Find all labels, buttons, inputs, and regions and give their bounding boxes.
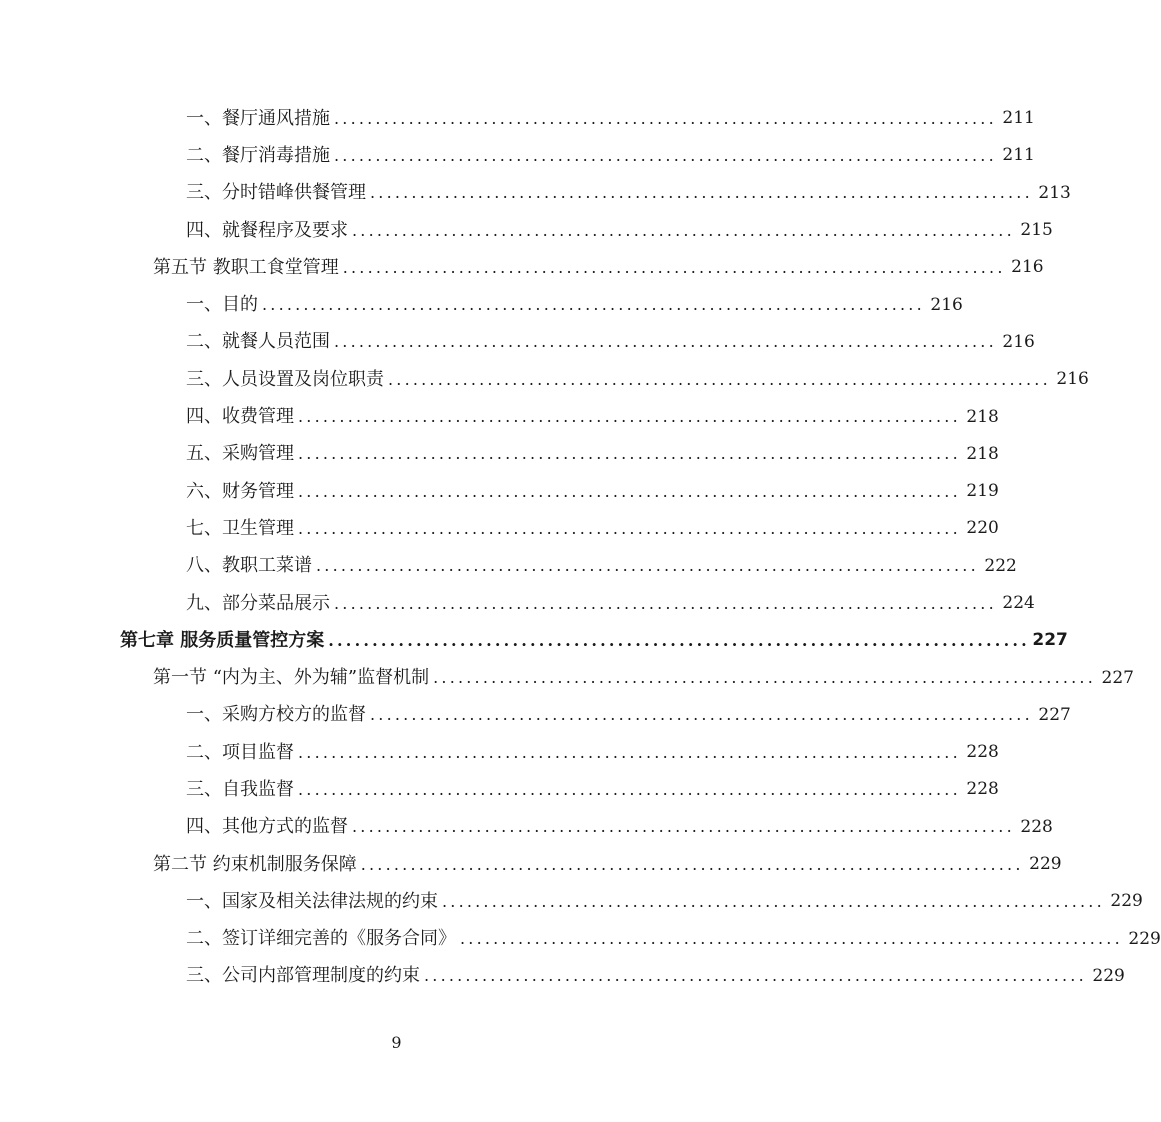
toc-entry-section[interactable] — [0, 846, 1062, 883]
dot-leader: ................................................................................ — [370, 183, 1033, 203]
dot-leader: ................................................................................ — [334, 332, 997, 352]
toc-entry-page-number: 218 — [966, 406, 999, 427]
dot-leader: ................................................................................ — [388, 369, 1051, 389]
dot-leader: ................................................................................ — [334, 593, 997, 613]
toc-entry-item[interactable] — [0, 361, 1089, 398]
toc-entry-title: 三、人员设置及岗位职责 — [186, 368, 384, 390]
toc-entry-title: 四、收费管理 — [186, 406, 294, 428]
dot-leader: ................................................................................ — [298, 779, 961, 799]
toc-entry-item[interactable] — [0, 548, 1017, 585]
toc-entry-page-number: 211 — [1002, 145, 1035, 166]
toc-entry-item[interactable] — [0, 473, 999, 510]
dot-leader: ................................................................................ — [298, 481, 961, 501]
toc-entry-item[interactable] — [0, 175, 1071, 212]
toc-entry-page-number: 216 — [1056, 369, 1089, 390]
dot-leader: ................................................................................ — [298, 742, 961, 762]
toc-entry-section[interactable] — [0, 659, 1134, 696]
dot-leader: ................................................................................ — [298, 407, 961, 427]
toc-entry-title: 第七章 服务质量管控方案 — [120, 629, 325, 651]
dot-leader: ................................................................................ — [316, 556, 979, 576]
toc-entry-page-number: 211 — [1002, 108, 1035, 129]
toc-entry-item[interactable] — [0, 436, 999, 473]
toc-entry-item[interactable] — [0, 324, 1035, 361]
toc-entry-title: 一、国家及相关法律法规的约束 — [186, 890, 438, 912]
dot-leader: ................................................................................ — [334, 145, 997, 165]
toc-entry-item[interactable] — [0, 212, 1053, 249]
dot-leader: ................................................................................ — [298, 518, 961, 538]
dot-leader: ................................................................................ — [424, 966, 1087, 986]
dot-leader: ................................................................................ — [328, 630, 1030, 650]
dot-leader: ................................................................................ — [352, 817, 1015, 837]
toc-entry-page-number: 227 — [1038, 704, 1071, 725]
toc-entry-title: 一、采购方校方的监督 — [186, 704, 366, 726]
toc-entry-item[interactable] — [0, 137, 1035, 174]
toc-entry-page-number: 227 — [1032, 630, 1068, 651]
toc-entry-title: 六、财务管理 — [186, 480, 294, 502]
toc-entry-item[interactable] — [0, 585, 1035, 622]
table-of-contents — [0, 100, 1161, 995]
toc-entry-page-number: 227 — [1101, 667, 1134, 688]
toc-entry-chapter[interactable] — [0, 622, 1068, 659]
toc-entry-page-number: 228 — [966, 742, 999, 763]
toc-entry-page-number: 215 — [1020, 220, 1053, 241]
toc-entry-item[interactable] — [0, 734, 999, 771]
toc-entry-page-number: 213 — [1038, 182, 1071, 203]
toc-entry-title: 五、采购管理 — [186, 443, 294, 465]
toc-entry-page-number: 229 — [1110, 891, 1143, 912]
toc-entry-title: 三、自我监督 — [186, 778, 294, 800]
dot-leader: ................................................................................ — [352, 220, 1015, 240]
toc-entry-title: 二、就餐人员范围 — [186, 331, 330, 353]
toc-entry-page-number: 220 — [966, 518, 999, 539]
toc-entry-title: 四、其他方式的监督 — [186, 816, 348, 838]
dot-leader: ................................................................................ — [342, 257, 1006, 277]
toc-entry-page-number: 218 — [966, 443, 999, 464]
toc-entry-page-number: 228 — [966, 779, 999, 800]
toc-entry-title: 一、目的 — [186, 294, 258, 316]
toc-entry-page-number: 228 — [1020, 816, 1053, 837]
toc-entry-title: 第一节 “内为主、外为辅”监督机制 — [153, 667, 430, 689]
toc-entry-page-number: 216 — [1002, 331, 1035, 352]
page-number: 9 — [391, 1033, 402, 1052]
toc-entry-item[interactable] — [0, 809, 1053, 846]
toc-entry-item[interactable] — [0, 100, 1035, 137]
toc-entry-title: 第二节 约束机制服务保障 — [153, 853, 357, 875]
toc-entry-page-number: 229 — [1092, 965, 1125, 986]
toc-entry-page-number: 216 — [930, 294, 963, 315]
toc-entry-title: 二、餐厅消毒措施 — [186, 144, 330, 166]
toc-entry-title: 一、餐厅通风措施 — [186, 107, 330, 129]
toc-entry-item[interactable] — [0, 510, 999, 547]
toc-entry-item[interactable] — [0, 771, 999, 808]
toc-entry-title: 三、公司内部管理制度的约束 — [186, 965, 420, 987]
toc-entry-item[interactable] — [0, 398, 999, 435]
toc-entry-section[interactable] — [0, 249, 1044, 286]
toc-entry-item[interactable] — [0, 921, 1161, 958]
dot-leader: ................................................................................ — [370, 705, 1033, 725]
toc-entry-page-number: 224 — [1002, 593, 1035, 613]
toc-entry-title: 七、卫生管理 — [186, 517, 294, 539]
toc-entry-page-number: 216 — [1011, 257, 1044, 278]
dot-leader: ................................................................................ — [442, 891, 1105, 911]
toc-entry-title: 二、项目监督 — [186, 741, 294, 763]
toc-entry-item[interactable] — [0, 883, 1143, 920]
dot-leader: ................................................................................ — [262, 295, 925, 315]
dot-leader: ................................................................................ — [298, 444, 961, 464]
toc-entry-item[interactable] — [0, 286, 963, 323]
toc-entry-item[interactable] — [0, 697, 1071, 734]
toc-entry-item[interactable] — [0, 958, 1125, 995]
toc-entry-title: 三、分时错峰供餐管理 — [186, 182, 366, 204]
toc-entry-title: 二、签订详细完善的《服务合同》 — [186, 928, 456, 950]
dot-leader: ................................................................................ — [360, 854, 1024, 874]
toc-entry-title: 第五节 教职工食堂管理 — [153, 256, 339, 278]
dot-leader: ................................................................................ — [433, 668, 1096, 688]
dot-leader: ................................................................................ — [334, 108, 997, 128]
toc-entry-page-number: 229 — [1128, 928, 1161, 949]
toc-entry-page-number: 229 — [1029, 854, 1062, 875]
toc-entry-title: 八、教职工菜谱 — [186, 555, 312, 577]
toc-entry-page-number: 222 — [984, 555, 1017, 576]
toc-entry-title: 四、就餐程序及要求 — [186, 219, 348, 241]
dot-leader: ................................................................................ — [460, 929, 1123, 949]
toc-entry-page-number: 219 — [966, 481, 999, 502]
toc-entry-title: 九、部分菜品展示 — [186, 592, 330, 614]
